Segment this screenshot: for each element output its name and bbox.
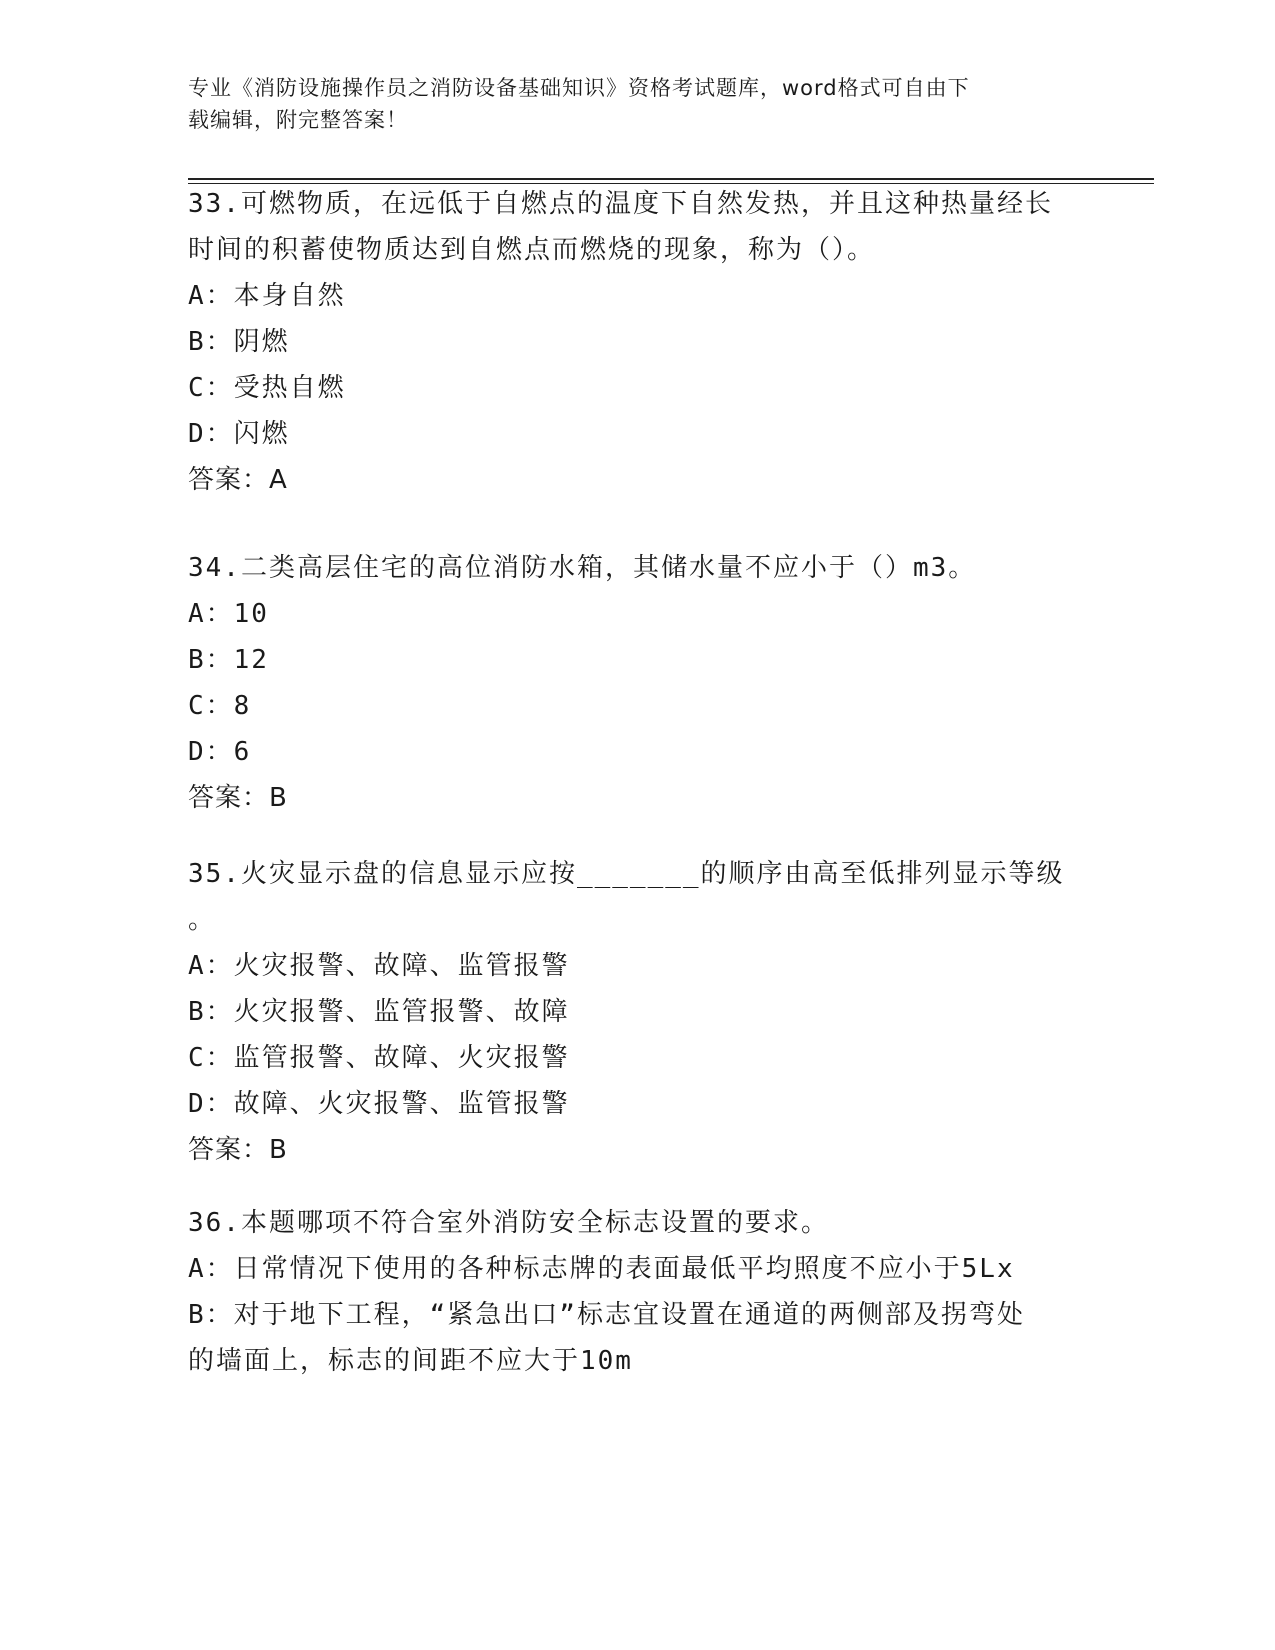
option-b: B：阴燃 [188, 327, 290, 357]
question-stem: 时间的积蓄使物质达到自燃点而燃烧的现象，称为（）。 [188, 235, 876, 265]
header-line-1: 专业《消防设施操作员之消防设备基础知识》资格考试题库，word格式可自由下 [188, 76, 970, 100]
header-line-2: 载编辑，附完整答案！ [188, 108, 408, 132]
question-stem: 35.火灾显示盘的信息显示应按_______的顺序由高至低排列显示等级 [188, 859, 1065, 889]
answer: 答案：B [188, 1135, 288, 1165]
question-stem: 34.二类高层住宅的高位消防水箱，其储水量不应小于（）m3。 [188, 553, 977, 583]
question-stem: 36.本题哪项不符合室外消防安全标志设置的要求。 [188, 1208, 829, 1238]
option-d: D：故障、火灾报警、监管报警 [188, 1089, 570, 1119]
option-b-continued: 的墙面上，标志的间距不应大于10m [188, 1346, 633, 1376]
question-33 [188, 181, 1088, 503]
question-34 [188, 545, 1088, 821]
question-stem: 。 [188, 905, 217, 935]
question-35 [188, 851, 1088, 1173]
option-a: A：10 [188, 599, 269, 629]
option-c: C：8 [188, 691, 252, 721]
answer: 答案：A [188, 465, 288, 495]
option-c: C：受热自燃 [188, 373, 346, 403]
option-c: C：监管报警、故障、火灾报警 [188, 1043, 570, 1073]
option-d: D：闪燃 [188, 419, 290, 449]
document-header [188, 72, 1068, 136]
answer: 答案：B [188, 783, 288, 813]
option-a: A：本身自然 [188, 281, 346, 311]
option-a: A：火灾报警、故障、监管报警 [188, 951, 570, 981]
option-b: B：火灾报警、监管报警、故障 [188, 997, 570, 1027]
option-b: B：对于地下工程，“紧急出口”标志宜设置在通道的两侧部及拐弯处 [188, 1300, 1025, 1330]
option-b: B：12 [188, 645, 269, 675]
option-d: D：6 [188, 737, 252, 767]
option-a: A：日常情况下使用的各种标志牌的表面最低平均照度不应小于5Lx [188, 1254, 1015, 1284]
question-stem: 33.可燃物质，在远低于自燃点的温度下自然发热，并且这种热量经长 [188, 189, 1053, 219]
question-36 [188, 1200, 1088, 1384]
header-divider-thick [188, 178, 1154, 180]
